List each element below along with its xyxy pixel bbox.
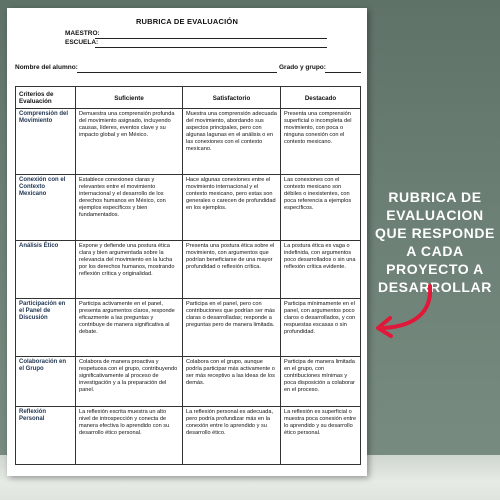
level-cell: Presenta una postura ética sobre el movimiento, con argumentos que podrían beneficiarse de una mayor profundidad o reflexión crítica. — [183, 241, 281, 299]
document-title: RUBRICA DE EVALUACIÓN — [135, 17, 239, 26]
criterion-cell: Reflexión Personal — [16, 407, 76, 465]
level-cell: Colabora de manera proactiva y respetuosa con el grupo, contribuyendo significativamente al proceso de investigación y a la preparación del panel. — [76, 357, 183, 407]
grade-group-label: Grado y grupo: — [279, 64, 326, 71]
grade-group-line — [325, 72, 361, 73]
level-cell: Participa en el panel, pero con contribuciones que podrían ser más claras o desarrolladas; responde a preguntas pero de manera limitada. — [183, 299, 281, 357]
school-label: ESCUELA: — [65, 39, 99, 46]
level-cell: Expone y defiende una postura ética clara y bien argumentada sobre la relevancia del movimiento en la lucha por los derechos humanos, mostrando reflexión crítica y originalidad. — [76, 241, 183, 299]
table-row — [16, 109, 361, 175]
header-suficiente: Suficiente — [76, 87, 183, 109]
header-criteria: Criterios de Evaluación — [16, 87, 76, 109]
level-cell: Hace algunas conexiones entre el movimiento internacional y el contexto mexicano, pero estas son generales o carecen de profundidad en los ejemplos. — [183, 175, 281, 241]
level-cell: La postura ética es vaga o indefinida, con argumentos poco desarrollados o sin una reflexión crítica evidente. — [281, 241, 361, 299]
level-cell: Colabora con el grupo, aunque podría participar más activamente o ser más receptivo a las ideas de los demás. — [183, 357, 281, 407]
student-name-line — [77, 72, 277, 73]
student-name-label: Nombre del alumno: — [15, 64, 78, 71]
header-destacado: Destacado — [281, 87, 361, 109]
header-satisfactorio: Satisfactorio — [183, 87, 281, 109]
level-cell: La reflexión personal es adecuada, pero podría profundizar más en la conexión entre lo aprendido y su desarrollo ético. — [183, 407, 281, 465]
table-row — [16, 241, 361, 299]
level-cell: La reflexión es superficial o muestra poca conexión entre lo aprendido y su desarrollo ético personal. — [281, 407, 361, 465]
level-cell: Participa de manera limitada en el grupo, con contribuciones mínimas y poca disposición a colaborar en el proceso. — [281, 357, 361, 407]
level-cell: Participa mínimamente en el panel, con argumentos poco claros o desarrollados, y con respuestas escasas o sin profundidad. — [281, 299, 361, 357]
level-cell: Las conexiones con el contexto mexicano son débiles o inexistentes, con poca referencia a ejemplos específicos. — [281, 175, 361, 241]
level-cell: La reflexión escrita muestra un alto nivel de introspección y conecta de manera efectiva lo aprendido con su desarrollo ético personal. — [76, 407, 183, 465]
teacher-label: MAESTRO: — [65, 30, 100, 37]
promo-caption: RUBRICA DE EVALUACION QUE RESPONDE A CADA PROYECTO A DESARROLLAR — [375, 189, 495, 295]
table-row — [16, 357, 361, 407]
criterion-cell: Comprensión del Movimiento — [16, 109, 76, 175]
teacher-line — [95, 38, 327, 39]
rubric-table — [15, 86, 361, 465]
rubric-document — [7, 8, 367, 476]
school-line — [95, 47, 327, 48]
table-row — [16, 407, 361, 465]
level-cell: Participa activamente en el panel, presenta argumentos claros, responde eficazmente a las preguntas y contribuye de manera significativa al debate. — [76, 299, 183, 357]
criterion-cell: Participación en el Panel de Discusión — [16, 299, 76, 357]
table-row — [16, 299, 361, 357]
level-cell: Presenta una comprensión superficial o incompleta del movimiento, con poca o ninguna conexión con el contexto mexicano. — [281, 109, 361, 175]
criterion-cell: Colaboración en el Grupo — [16, 357, 76, 407]
level-cell: Muestra una comprensión adecuada del movimiento, abordando sus aspectos principales, pero con algunas lagunas en el análisis o en las conexiones con el contexto mexicano. — [183, 109, 281, 175]
criterion-cell: Análisis Ético — [16, 241, 76, 299]
level-cell: Demuestra una comprensión profunda del movimiento asignado, incluyendo causas, líderes, eventos clave y su impacto global y en México. — [76, 109, 183, 175]
level-cell: Establece conexiones claras y relevantes entre el movimiento internacional y el desarrollo de los derechos humanos en México, con ejemplos específicos y bien fundamentados. — [76, 175, 183, 241]
rubric-header-row — [16, 87, 361, 109]
criterion-cell: Conexión con el Contexto Mexicano — [16, 175, 76, 241]
red-arrow-icon — [370, 282, 442, 342]
table-row — [16, 175, 361, 241]
